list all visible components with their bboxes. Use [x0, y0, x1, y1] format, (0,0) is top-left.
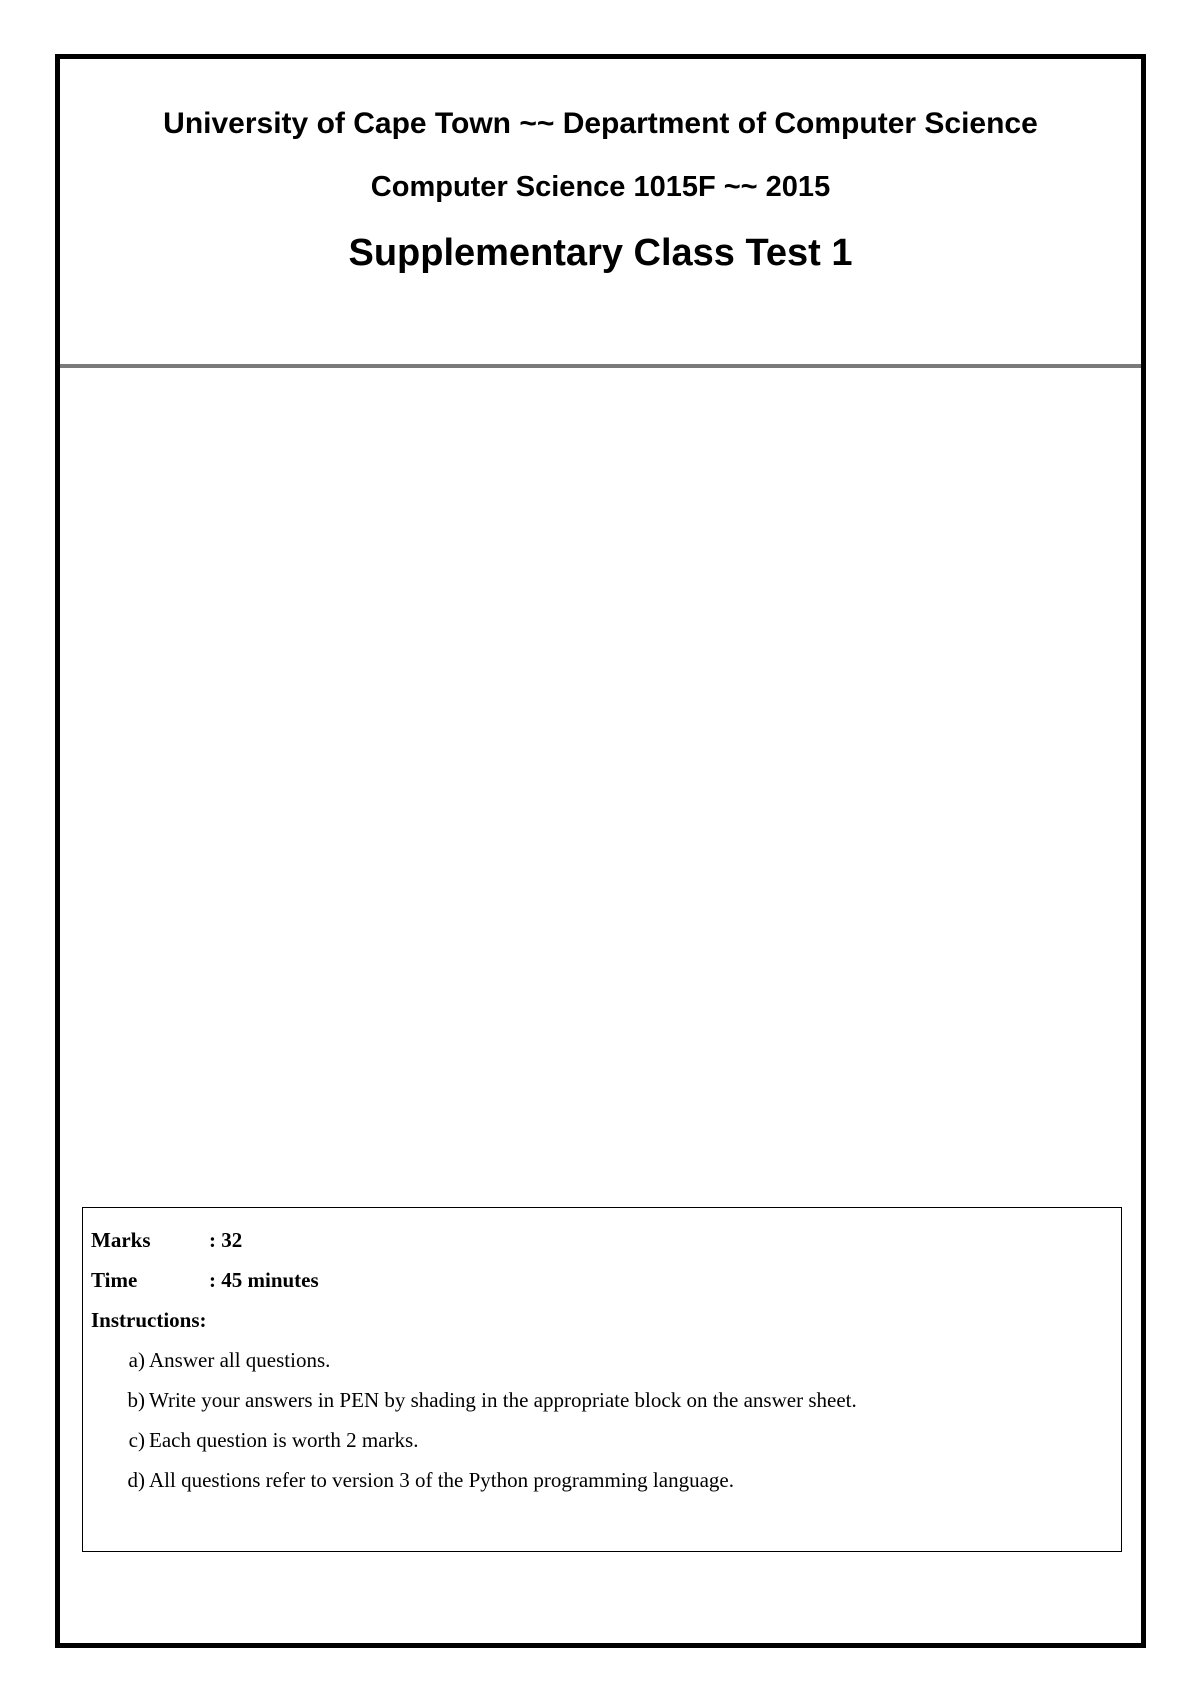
marks-value: : 32: [209, 1228, 243, 1252]
header-block: [60, 59, 1141, 369]
instruction-item: [91, 1340, 1121, 1380]
marks-label: Marks: [91, 1228, 151, 1252]
instruction-text: Each question is worth 2 marks.: [149, 1428, 419, 1452]
test-info-box: [82, 1207, 1122, 1552]
time-row: [91, 1260, 1121, 1300]
instruction-marker: d): [127, 1468, 145, 1492]
instruction-item: [91, 1460, 1121, 1500]
marks-row: [91, 1220, 1121, 1260]
page-frame: [55, 54, 1146, 1648]
page-title: Supplementary Class Test 1: [348, 232, 853, 274]
instruction-item: [91, 1420, 1121, 1460]
instruction-marker: a): [128, 1348, 145, 1372]
instruction-text: All questions refer to version 3 of the Python programming language.: [149, 1468, 734, 1492]
instructions-heading: Instructions:: [91, 1308, 207, 1332]
time-value: : 45 minutes: [209, 1268, 319, 1292]
instruction-item: [91, 1380, 1121, 1420]
instructions-list: [91, 1340, 1121, 1500]
course-line: Computer Science 1015F ~~ 2015: [370, 171, 831, 203]
instruction-marker: b): [127, 1388, 145, 1412]
university-department-line: University of Cape Town ~~ Department of Computer Science: [163, 107, 1038, 140]
instruction-marker: c): [128, 1428, 145, 1452]
header-divider: [60, 364, 1141, 368]
instruction-text: Write your answers in PEN by shading in the appropriate block on the answer sheet.: [149, 1388, 857, 1412]
instruction-text: Answer all questions.: [149, 1348, 331, 1372]
time-label: Time: [91, 1268, 138, 1292]
